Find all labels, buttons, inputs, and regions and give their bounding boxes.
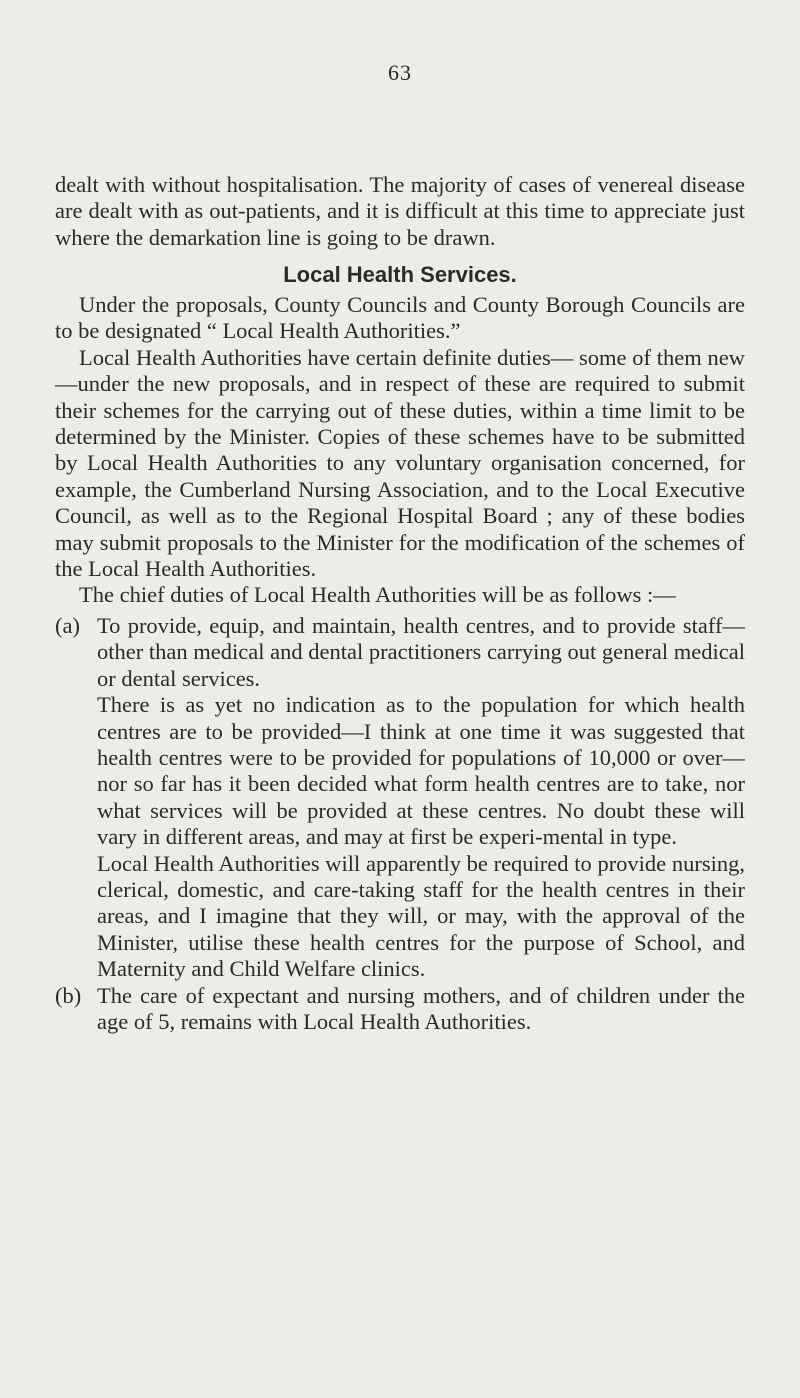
list-a-sub-staff: Local Health Authorities will apparently be required to provide nursing, clerical, domestic, and care-taking staff for the health centres in their areas, and I imagine that they will, or may, with the approval of the Minister, utilise these health centres for the purpose of School, and Maternity and Child Welfare clinics.: [97, 850, 745, 982]
list-text-b: The care of expectant and nursing mothers, and of children under the age of 5, remains with Local Health Authorities.: [97, 982, 745, 1034]
page-number: 63: [388, 60, 412, 85]
paragraph-designation: Under the proposals, County Councils and County Borough Councils are to be designated “ Local Health Authorities.”: [55, 292, 745, 344]
list-text-a: To provide, equip, and maintain, health centres, and to provide staff—other than medical and dental practitioners carrying out general medical or dental services.: [97, 612, 745, 691]
paragraph-duties: Local Health Authorities have certain definite duties— some of them new—under the new proposals, and in respect of these are required to submit their schemes for the carrying out of these duties, within a time limit to be determined by the Minister. Copies of these schemes have to be submitted by Local Health Authorities to any voluntary organisation concerned, for example, the Cumberland Nursing Association, and to the Local Executive Council, as well as to the Regional Hospital Board ; any of these bodies may submit proposals to the Minister for the modification of the schemes of the Local Health Authorities.: [55, 344, 745, 582]
intro-text: dealt with without hospitalisation. The majority of cases of venereal disease are dealt with as out-patients, and it is difficult at this time to appreciate just where the demarkation line is going to be drawn.: [55, 172, 745, 250]
list-item-b: [55, 983, 745, 1036]
section-heading: Local Health Services.: [283, 262, 517, 287]
intro-paragraph: [55, 172, 745, 251]
paragraph-follows: The chief duties of Local Health Authorities will be as follows :—: [79, 582, 676, 608]
list-label-a: (a): [55, 612, 80, 638]
body-text: [55, 292, 745, 1035]
list-item-a: [55, 613, 745, 692]
list-a-sub-population: There is as yet no indication as to the population for which health centres are to be provided—I think at one time it was suggested that health centres were to be provided for populations of 10,000 or over—nor so far has it been decided what form health centres are to take, nor what services will be provided at these centres. No doubt these will vary in different areas, and may at first be experi-mental in type.: [97, 692, 745, 850]
list-label-b: (b): [55, 982, 82, 1008]
